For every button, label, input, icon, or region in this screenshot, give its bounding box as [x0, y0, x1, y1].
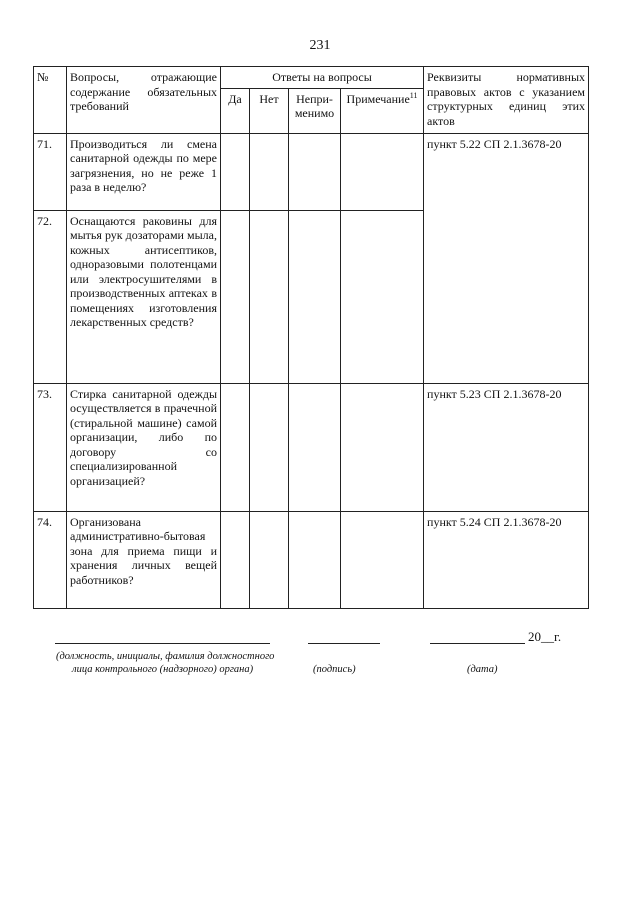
- header-note-label: Примечание: [346, 91, 410, 106]
- table-row: [34, 511, 589, 608]
- signature-line[interactable]: [308, 643, 380, 644]
- header-note: [341, 88, 424, 133]
- answer-na-cell[interactable]: [289, 133, 341, 210]
- position-caption-line2: лица контрольного (надзорного) органа): [72, 664, 254, 675]
- answer-note-cell[interactable]: [341, 383, 424, 511]
- date-suffix: 20__г.: [528, 629, 562, 644]
- answer-na-cell[interactable]: [289, 210, 341, 383]
- page-number: 231: [309, 38, 331, 53]
- answer-na-cell[interactable]: [289, 383, 341, 511]
- row-num: 74.: [34, 511, 67, 608]
- answer-note-cell[interactable]: [341, 210, 424, 383]
- header-row-1: [34, 67, 589, 89]
- row-requisite: пункт 5.23 СП 2.1.3678-20: [424, 383, 589, 511]
- answer-yes-cell[interactable]: [221, 210, 250, 383]
- date-line[interactable]: [430, 643, 525, 644]
- row-question: Производиться ли смена санитарной одежды по мере загрязнения, но не реже 1 раза в неделю?: [67, 133, 221, 210]
- header-requisites: Реквизиты нормативных правовых актов с указанием структурных единиц этих актов: [424, 67, 589, 134]
- header-no: Нет: [250, 88, 289, 133]
- position-caption: [56, 650, 274, 676]
- row-question: Стирка санитарной одежды осуществляется в прачечной (стиральной машине) самой организации, либо по договору со специализированной организацией?: [67, 383, 221, 511]
- signature-caption: (подпись): [313, 664, 356, 675]
- answer-no-cell[interactable]: [250, 383, 289, 511]
- answer-no-cell[interactable]: [250, 511, 289, 608]
- header-na-line2: менимо: [294, 106, 335, 120]
- answer-note-cell[interactable]: [341, 133, 424, 210]
- row-requisite: пункт 5.24 СП 2.1.3678-20: [424, 511, 589, 608]
- answer-yes-cell[interactable]: [221, 133, 250, 210]
- header-not-applicable: [289, 88, 341, 133]
- position-caption-line1: (должность, инициалы, фамилия должностного: [56, 651, 275, 662]
- date-caption: (дата): [467, 664, 498, 675]
- answer-note-cell[interactable]: [341, 511, 424, 608]
- row-num: 72.: [34, 210, 67, 383]
- header-num: №: [34, 67, 67, 134]
- header-yes: Да: [221, 88, 250, 133]
- header-questions: Вопросы, отражающие содержание обязательных требований: [67, 67, 221, 134]
- answer-yes-cell[interactable]: [221, 511, 250, 608]
- row-question: Оснащаются раковины для мытья рук дозаторами мыла, кожных антисептиков, одноразовыми полотенцами или электросушителями в производственных аптеках в помещениях изготовления лекарственных средств?: [67, 210, 221, 383]
- answer-no-cell[interactable]: [250, 210, 289, 383]
- row-num: 73.: [34, 383, 67, 511]
- position-line[interactable]: [55, 643, 270, 644]
- header-na-line1: Непри-: [296, 91, 333, 106]
- answer-na-cell[interactable]: [289, 511, 341, 608]
- answer-no-cell[interactable]: [250, 133, 289, 210]
- row-requisite: пункт 5.22 СП 2.1.3678-20: [424, 133, 589, 383]
- table-row: [34, 383, 589, 511]
- requirements-table: [33, 66, 589, 609]
- header-note-footnote: 11: [409, 90, 418, 100]
- table-row: [34, 133, 589, 210]
- row-question: Организована административно-бытовая зона для приема пищи и хранения личных вещей работников?: [67, 511, 221, 608]
- header-answers: Ответы на вопросы: [221, 67, 424, 89]
- row-num: 71.: [34, 133, 67, 210]
- answer-yes-cell[interactable]: [221, 383, 250, 511]
